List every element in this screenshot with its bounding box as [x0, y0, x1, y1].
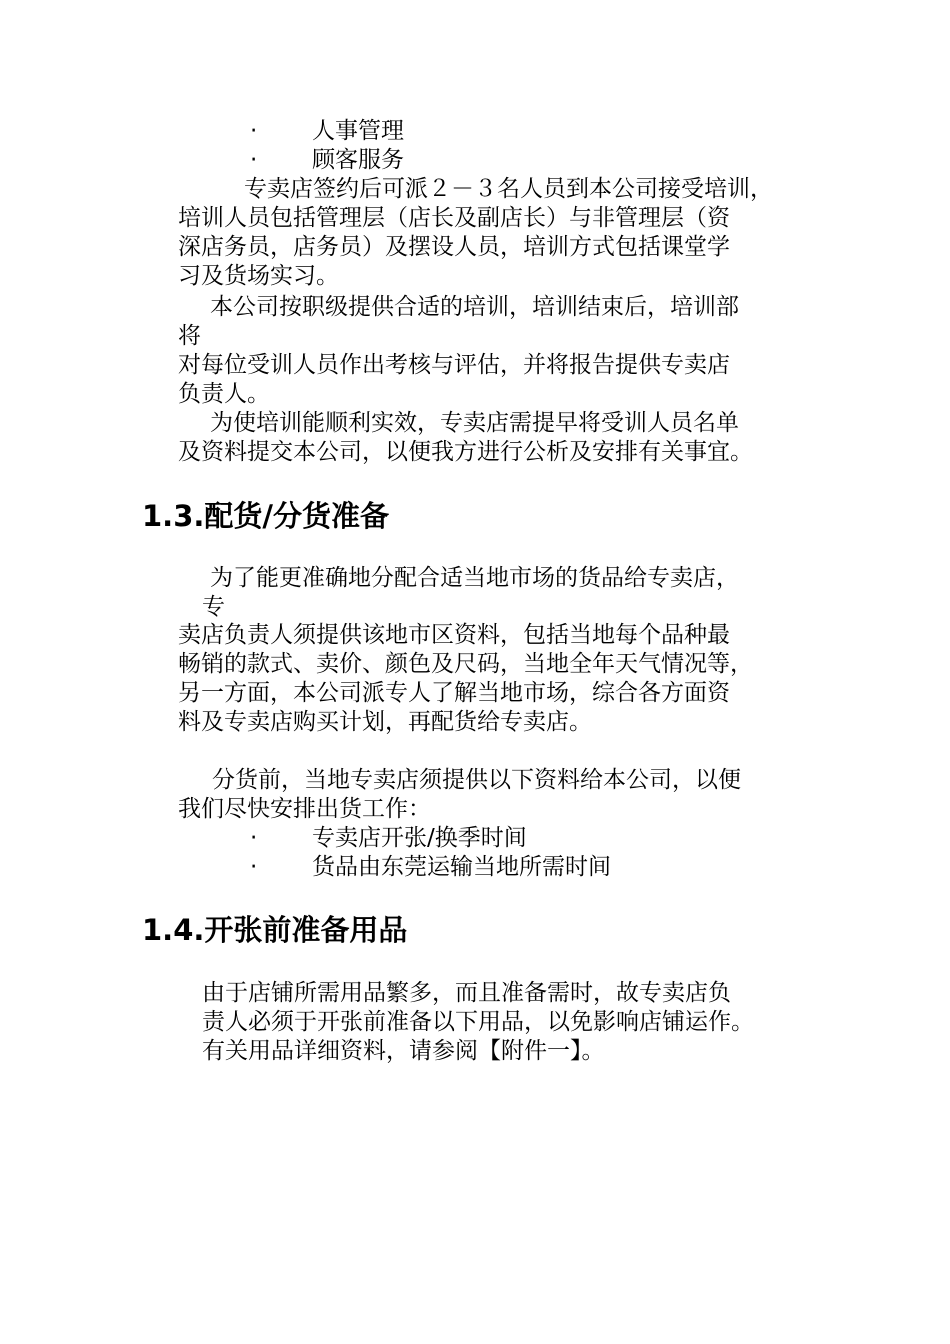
training-para2-line: 本公司按职级提供合适的培训，培训结束后，培训部	[210, 294, 739, 320]
section13-para2-line: 我们尽快安排出货工作：	[178, 796, 431, 822]
training-para2-line: 负责人。	[178, 381, 270, 407]
training-para2-line: 将	[178, 323, 201, 349]
section13-para1-line: 料及专卖店购买计划，再配货给专卖店。	[178, 709, 592, 735]
training-para1-line: 培训人员包括管理层（店长及副店长）与非管理层（资	[178, 205, 730, 231]
section13-para1-line: 为了能更准确地分配合适当地市场的货品给专卖店，	[210, 565, 739, 591]
bullet-marker: ·	[250, 854, 258, 880]
bullet-marker: ·	[250, 118, 258, 144]
training-para1-line: 专卖店签约后可派２－３名人员到本公司接受培训，	[244, 176, 773, 202]
training-para3-line: 及资料提交本公司，以便我方进行公析及安排有关事宜。	[178, 439, 753, 465]
bullet-item-shipping-time: 货品由东莞运输当地所需时间	[312, 854, 611, 880]
section14-para-line: 由于店铺所需用品繁多，而且准备需时，故专卖店负	[202, 980, 731, 1006]
section13-para1-line: 另一方面，本公司派专人了解当地市场，综合各方面资	[178, 680, 730, 706]
training-para3-line: 为使培训能顺利实效，专卖店需提早将受训人员名单	[210, 410, 739, 436]
bullet-marker: ·	[250, 825, 258, 851]
training-para2-line: 对每位受训人员作出考核与评估，并将报告提供专卖店	[178, 352, 730, 378]
bullet-marker: ·	[250, 147, 258, 173]
section14-para-line: 有关用品详细资料，请参阅【附件一】。	[202, 1038, 605, 1064]
bullet-item-hr: 人事管理	[312, 118, 404, 144]
section13-para1-line: 卖店负责人须提供该地市区资料，包括当地每个品种最	[178, 622, 730, 648]
section13-para2-line: 分货前，当地专卖店须提供以下资料给本公司，以便	[212, 767, 741, 793]
section14-para-line: 责人必须于开张前准备以下用品，以免影响店铺运作。	[202, 1009, 754, 1035]
training-para1-line: 习及货场实习。	[178, 263, 339, 289]
bullet-item-customer-service: 顾客服务	[312, 147, 404, 173]
training-para1-line: 深店务员，店务员）及摆设人员，培训方式包括课堂学	[178, 234, 730, 260]
bullet-item-opening-time: 专卖店开张/换季时间	[312, 825, 527, 851]
section13-para1-line: 畅销的款式、卖价、颜色及尺码，当地全年天气情况等，	[178, 651, 753, 677]
section-heading-1-3: 1.3.配货/分货准备	[142, 499, 389, 533]
section13-para1-line: 专	[202, 594, 225, 620]
section-heading-1-4: 1.4.开张前准备用品	[142, 913, 408, 947]
